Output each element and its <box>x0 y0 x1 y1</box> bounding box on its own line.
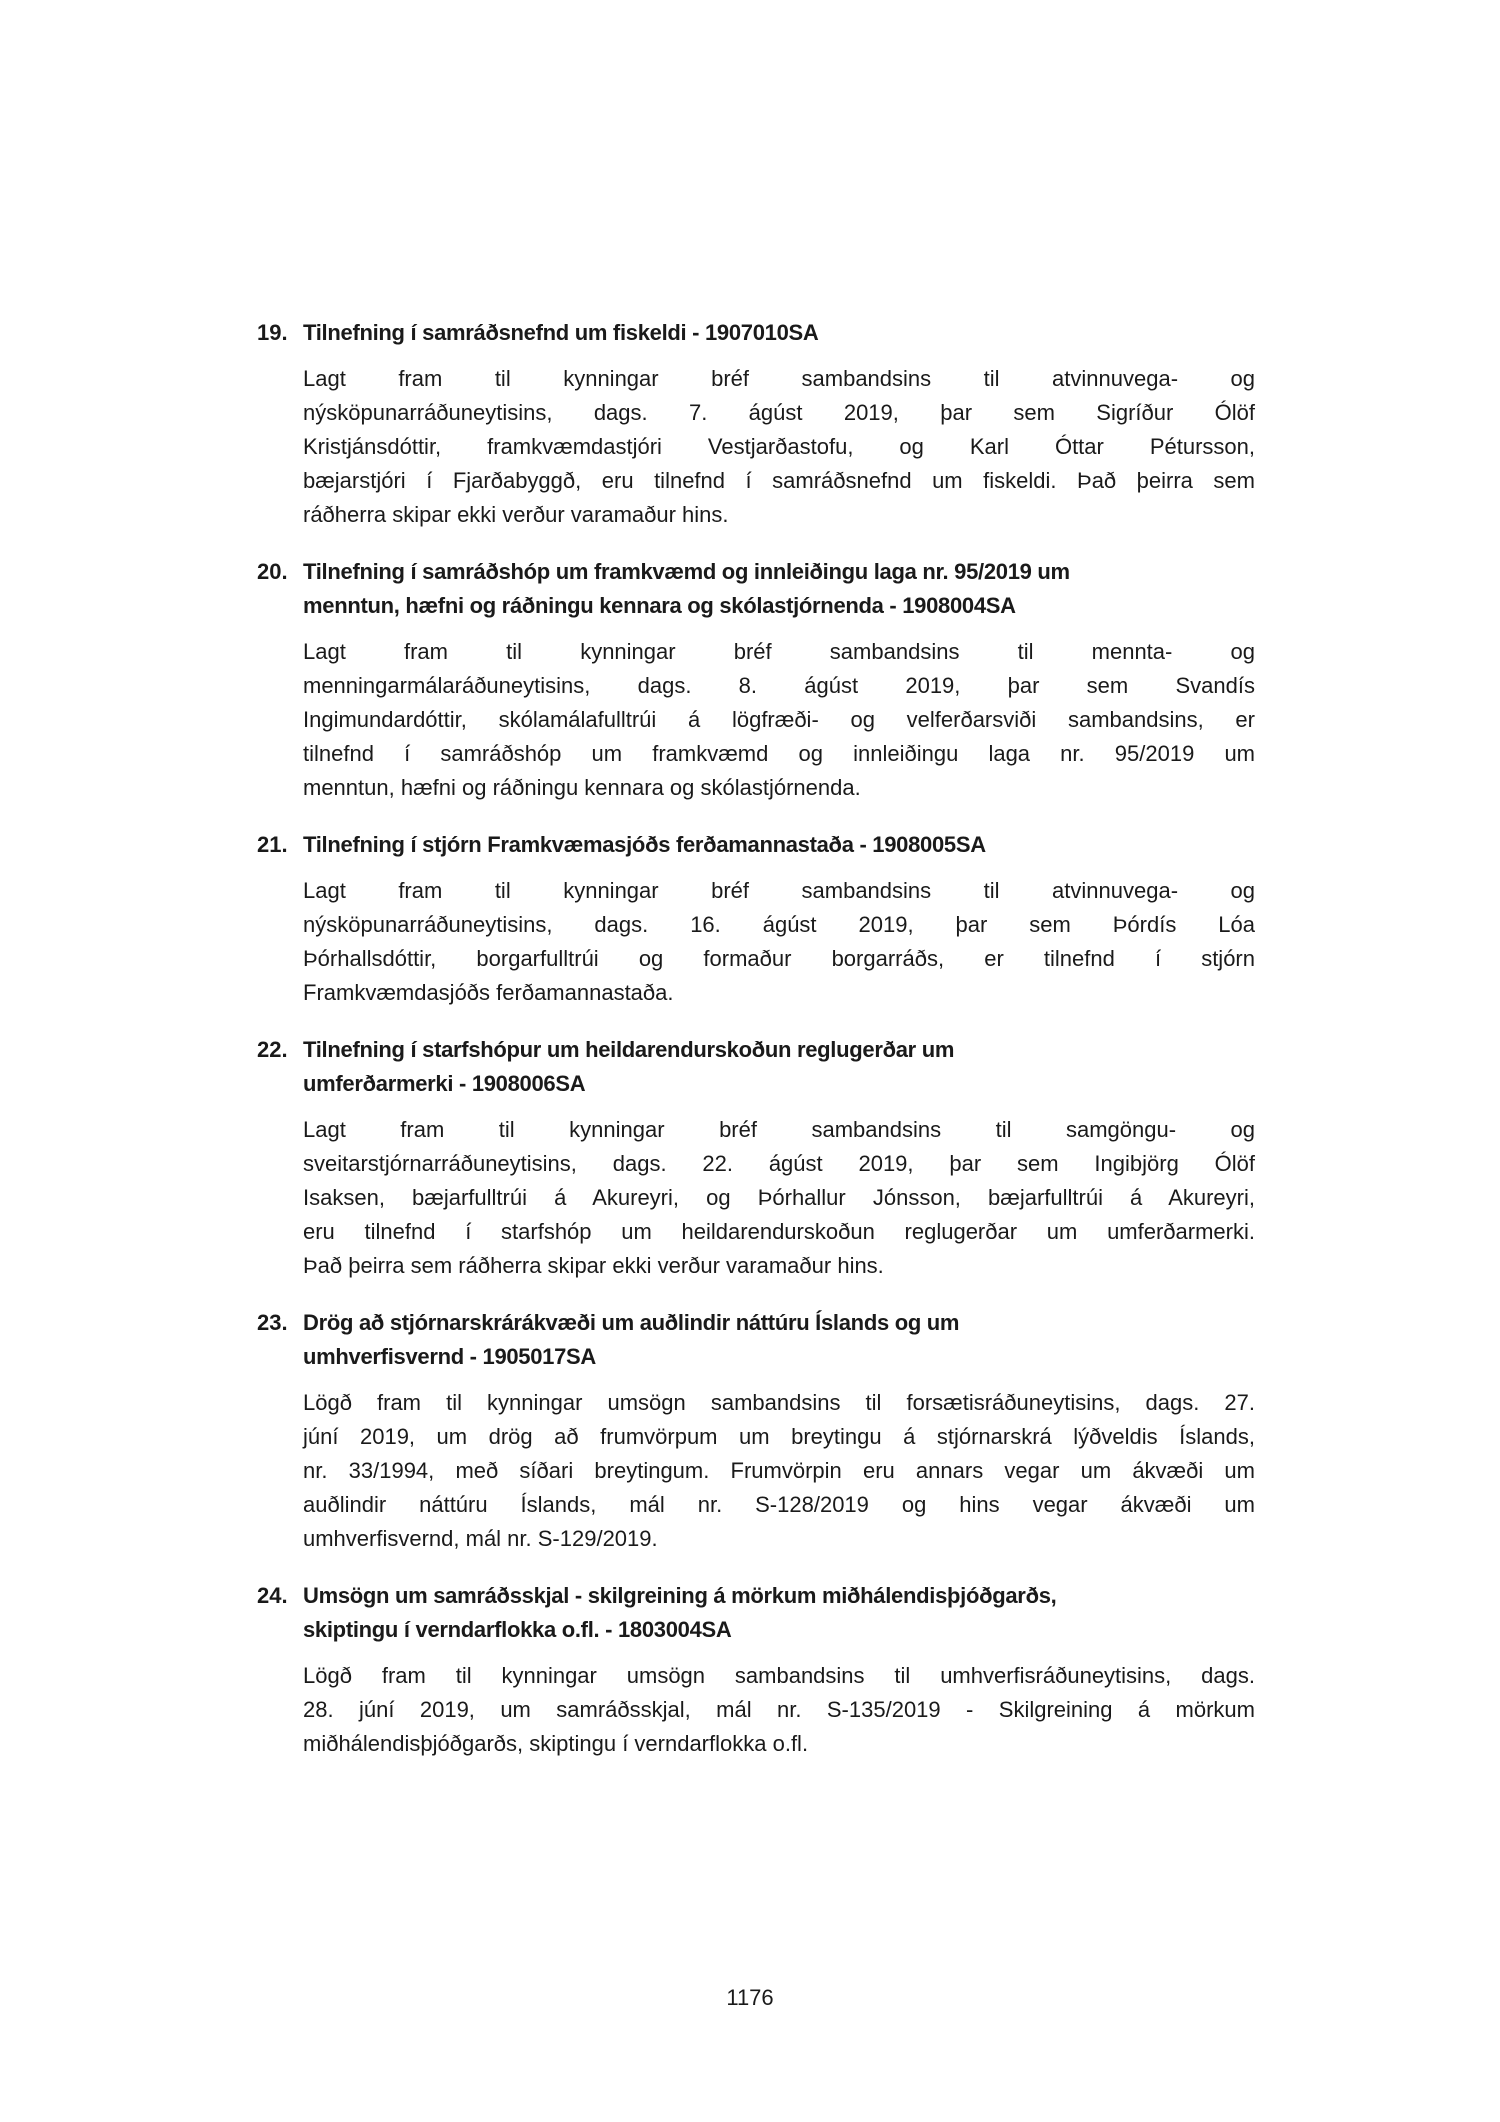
heading-line: umhverfisvernd - 1905017SA <box>303 1344 597 1369</box>
body-line: júní 2019, um drög að frumvörpum um breytingu á stjórnarskrá lýðveldis Íslands, <box>303 1424 1255 1449</box>
item-heading <box>303 1306 1255 1374</box>
item-number: 21. <box>257 832 288 857</box>
body-line: umhverfisvernd, mál nr. S-129/2019. <box>303 1526 658 1551</box>
body-line: bæjarstjóri í Fjarðabyggð, eru tilnefnd í samráðsnefnd um fiskeldi. Það þeirra sem <box>303 468 1255 493</box>
item-body <box>303 635 1255 805</box>
body-line: sveitarstjórnarráðuneytisins, dags. 22. ágúst 2019, þar sem Ingibjörg Ólöf <box>303 1151 1255 1176</box>
item-number: 24. <box>257 1583 288 1608</box>
document-content <box>0 316 1500 1761</box>
item-number: 22. <box>257 1037 288 1062</box>
item-number: 19. <box>257 320 288 345</box>
body-line: tilnefnd í samráðshóp um framkvæmd og innleiðingu laga nr. 95/2019 um <box>303 741 1255 766</box>
body-line: Lagt fram til kynningar bréf sambandsins til atvinnuvega- og <box>303 366 1255 391</box>
body-line: Kristjánsdóttir, framkvæmdastjóri Vestjarðastofu, og Karl Óttar Pétursson, <box>303 434 1255 459</box>
body-line: Þórhallsdóttir, borgarfulltrúi og formaður borgarráðs, er tilnefnd í stjórn <box>303 946 1255 971</box>
heading-line: Tilnefning í starfshópur um heildarendurskoðun reglugerðar um <box>303 1037 955 1062</box>
heading-line: skiptingu í verndarflokka o.fl. - 1803004SA <box>303 1617 732 1642</box>
body-line: miðhálendisþjóðgarðs, skiptingu í verndarflokka o.fl. <box>303 1731 809 1756</box>
agenda-item <box>0 1579 1500 1761</box>
body-line: eru tilnefnd í starfshóp um heildarendurskoðun reglugerðar um umferðarmerki. <box>303 1219 1255 1244</box>
agenda-item <box>0 316 1500 532</box>
body-line: Lagt fram til kynningar bréf sambandsins til samgöngu- og <box>303 1117 1255 1142</box>
item-number: 20. <box>257 559 288 584</box>
heading-line: menntun, hæfni og ráðningu kennara og skólastjórnenda - 1908004SA <box>303 593 1016 618</box>
agenda-item <box>0 828 1500 1010</box>
item-heading <box>303 1579 1255 1647</box>
item-body <box>303 1386 1255 1556</box>
body-line: Það þeirra sem ráðherra skipar ekki verður varamaður hins. <box>303 1253 884 1278</box>
body-line: Isaksen, bæjarfulltrúi á Akureyri, og Þórhallur Jónsson, bæjarfulltrúi á Akureyri, <box>303 1185 1255 1210</box>
item-number: 23. <box>257 1310 288 1335</box>
agenda-item <box>0 555 1500 805</box>
item-body <box>303 1113 1255 1283</box>
body-line: Lagt fram til kynningar bréf sambandsins til mennta- og <box>303 639 1255 664</box>
body-line: Ingimundardóttir, skólamálafulltrúi á lögfræði- og velferðarsviði sambandsins, er <box>303 707 1255 732</box>
heading-line: Umsögn um samráðsskjal - skilgreining á mörkum miðhálendisþjóðgarðs, <box>303 1583 1057 1608</box>
body-line: nýsköpunarráðuneytisins, dags. 16. ágúst 2019, þar sem Þórdís Lóa <box>303 912 1255 937</box>
item-body <box>303 874 1255 1010</box>
body-line: ráðherra skipar ekki verður varamaður hins. <box>303 502 729 527</box>
item-heading <box>303 316 1255 350</box>
agenda-item <box>0 1033 1500 1283</box>
body-line: Framkvæmdasjóðs ferðamannastaða. <box>303 980 674 1005</box>
heading-line: Drög að stjórnarskrárákvæði um auðlindir náttúru Íslands og um <box>303 1310 960 1335</box>
body-line: Lögð fram til kynningar umsögn sambandsins til forsætisráðuneytisins, dags. 27. <box>303 1390 1255 1415</box>
heading-line: umferðarmerki - 1908006SA <box>303 1071 586 1096</box>
body-line: 28. júní 2019, um samráðsskjal, mál nr. S-135/2019 - Skilgreining á mörkum <box>303 1697 1255 1722</box>
body-line: Lagt fram til kynningar bréf sambandsins til atvinnuvega- og <box>303 878 1255 903</box>
item-heading <box>303 828 1255 862</box>
page-number: 1176 <box>726 1985 774 2010</box>
body-line: auðlindir náttúru Íslands, mál nr. S-128/2019 og hins vegar ákvæði um <box>303 1492 1255 1517</box>
agenda-item <box>0 1306 1500 1556</box>
heading-line: Tilnefning í samráðshóp um framkvæmd og innleiðingu laga nr. 95/2019 um <box>303 559 1070 584</box>
body-line: menningarmálaráðuneytisins, dags. 8. ágúst 2019, þar sem Svandís <box>303 673 1255 698</box>
item-heading <box>303 1033 1255 1101</box>
body-line: Lögð fram til kynningar umsögn sambandsins til umhverfisráðuneytisins, dags. <box>303 1663 1255 1688</box>
item-body <box>303 362 1255 532</box>
item-body <box>303 1659 1255 1761</box>
heading-line: Tilnefning í samráðsnefnd um fiskeldi - 1907010SA <box>303 320 819 345</box>
body-line: nýsköpunarráðuneytisins, dags. 7. ágúst 2019, þar sem Sigríður Ólöf <box>303 400 1255 425</box>
heading-line: Tilnefning í stjórn Framkvæmasjóðs ferðamannastaða - 1908005SA <box>303 832 986 857</box>
body-line: menntun, hæfni og ráðningu kennara og skólastjórnenda. <box>303 775 861 800</box>
body-line: nr. 33/1994, með síðari breytingum. Frumvörpin eru annars vegar um ákvæði um <box>303 1458 1255 1483</box>
item-heading <box>303 555 1255 623</box>
